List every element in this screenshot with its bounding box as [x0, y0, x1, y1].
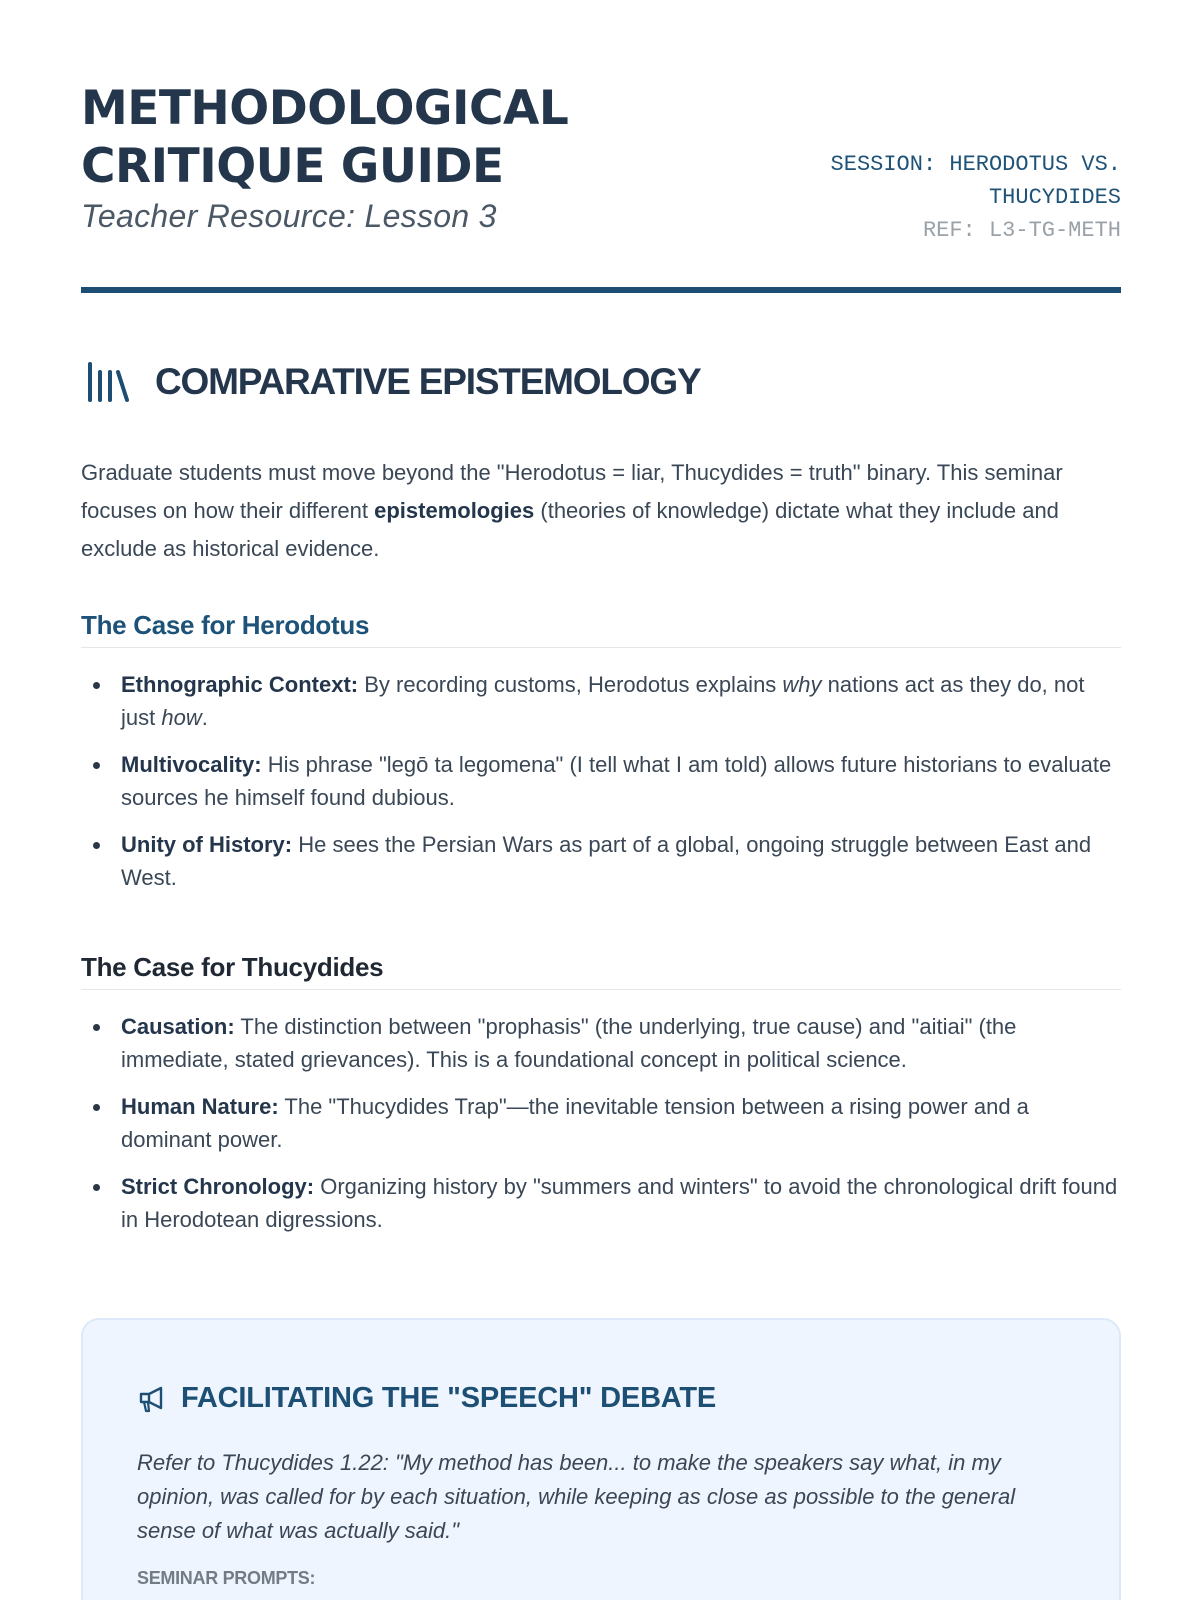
megaphone-icon [137, 1384, 167, 1414]
document-header [81, 0, 1121, 294]
thucydides-heading: The Case for Thucydides [81, 952, 1121, 990]
title-line-1: METHODOLOGICAL [81, 81, 569, 136]
list-item [81, 828, 1121, 894]
title-block [81, 80, 568, 235]
intro-paragraph [81, 454, 1121, 568]
item-text: By recording customs, Herodotus explains [358, 672, 783, 697]
item-text: The "Thucydides Trap"—the inevitable tension between a rising power and a dominant power. [121, 1094, 1029, 1152]
item-term: Ethnographic Context: [121, 672, 359, 697]
list-item [81, 1010, 1121, 1076]
document-subtitle: Teacher Resource: Lesson 3 [81, 198, 497, 234]
item-term: Strict Chronology: [121, 1174, 315, 1199]
header-divider [81, 287, 1121, 293]
list-item [81, 1170, 1121, 1236]
bullet-icon [93, 682, 100, 689]
document-title [81, 80, 568, 196]
list-item [81, 748, 1121, 814]
bullet-icon [93, 762, 100, 769]
callout-quote: Refer to Thucydides 1.22: "My method has been... to make the speakers say what, in my opinion, was called for by each situation, while keeping as close as possible to the general sense of what was actually said." [137, 1450, 1016, 1543]
item-text: His phrase "legō ta legomena" (I tell what I am told) allows future historians to evaluate sources he himself found dubious. [121, 752, 1112, 810]
session-label: SESSION: HERODOTUS VS. THUCYDIDES [830, 152, 1121, 210]
item-text: . [201, 705, 208, 730]
intro-text-after: (theories of knowledge) dictate what they include and exclude as historical evidence. [81, 498, 1059, 561]
list-item [81, 668, 1121, 734]
item-term: Causation: [121, 1014, 235, 1039]
item-text: He sees the Persian Wars as part of a global, ongoing struggle between East and West. [121, 832, 1092, 890]
title-line-2: CRITIQUE GUIDE [81, 139, 504, 194]
bullet-icon [93, 842, 100, 849]
intro-bold-term: epistemologies [374, 498, 535, 523]
callout-title: FACILITATING THE "SPEECH" DEBATE [181, 1382, 717, 1414]
thucydides-list [81, 1010, 1121, 1250]
meta-block [791, 148, 1121, 247]
bullet-icon [93, 1104, 100, 1111]
ref-code: REF: L3-TG-METH [922, 218, 1121, 243]
bullet-icon [93, 1184, 100, 1191]
list-item [81, 1090, 1121, 1156]
item-text: nations act as they do, not just [121, 672, 1085, 730]
callout-heading [137, 1382, 716, 1415]
seminar-prompts-label: SEMINAR PROMPTS: [137, 1568, 316, 1588]
herodotus-heading: The Case for Herodotus [81, 610, 1121, 648]
item-term: Multivocality: [121, 752, 262, 777]
speech-debate-callout [81, 1318, 1121, 1600]
item-term: Unity of History: [121, 832, 293, 857]
herodotus-list [81, 668, 1121, 908]
section-heading [81, 360, 700, 404]
books-icon [85, 360, 131, 404]
item-text: Organizing history by "summers and winters" to avoid the chronological drift found in Herodotean digressions. [121, 1174, 1118, 1232]
document-page [81, 0, 1121, 1588]
item-term: Human Nature: [121, 1094, 279, 1119]
item-emphasis: how [161, 705, 202, 730]
bullet-icon [93, 1024, 100, 1031]
item-text: The distinction between "prophasis" (the underlying, true cause) and "aitiai" (the immediate, stated grievances). This is a foundational concept in political science. [121, 1014, 1017, 1072]
item-emphasis: why [782, 672, 822, 697]
section-title: COMPARATIVE EPISTEMOLOGY [155, 361, 701, 402]
intro-text-before: Graduate students must move beyond the "Herodotus = liar, Thucydides = truth" binary. This seminar focuses on how their different [81, 460, 1063, 523]
